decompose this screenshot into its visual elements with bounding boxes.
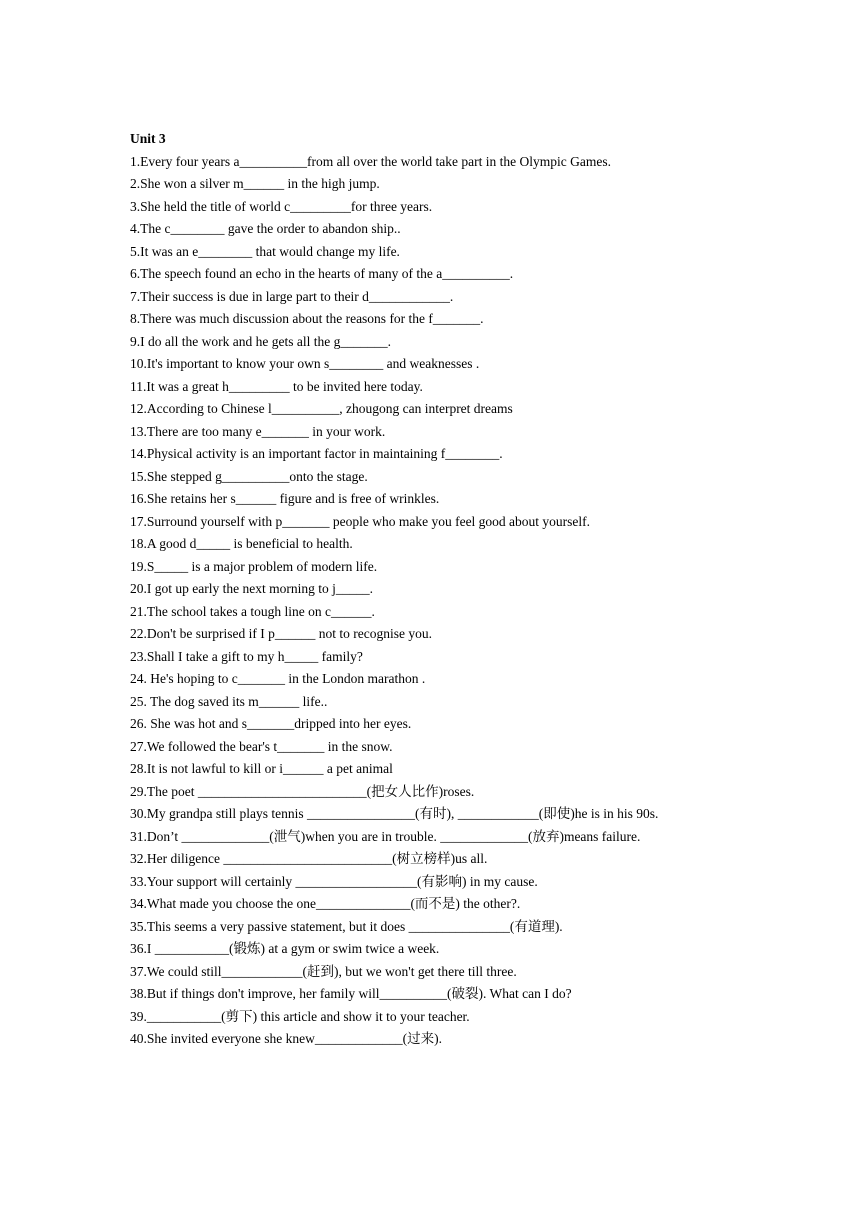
exercise-line: 30.My grandpa still plays tennis ________________(有时), ____________(即使)he is in his 90s. [130,806,659,821]
exercise-line: 19.S_____ is a major problem of modern life. [130,558,378,574]
exercise-line: 33.Your support will certainly __________________(有影响) in my cause. [130,873,538,889]
exercise-line: 17.Surround yourself with p_______ people who make you feel good about yourself. [130,513,591,529]
exercise-line: 39.___________(剪下) this article and show it to your teacher. [130,1008,470,1024]
exercise-line: 2.She won a silver m______ in the high jump. [130,176,380,191]
exercise-list [130,151,830,1051]
exercise-line: 16.She retains her s______ figure and is free of wrinkles. [130,491,440,506]
exercise-line: 5.It was an e________ that would change my life. [130,243,400,259]
exercise-line: 23.Shall I take a gift to my h_____ family? [130,648,363,664]
exercise-line: 27.We followed the bear's t_______ in the snow. [130,738,393,754]
exercise-line: 28.It is not lawful to kill or i______ a pet animal [130,761,393,776]
exercise-line: 40.She invited everyone she knew_____________(过来). [130,1031,442,1046]
exercise-line: 7.Their success is due in large part to their d____________. [130,288,454,304]
exercise-line: 21.The school takes a tough line on c______. [130,603,375,619]
exercise-line: 31.Don’t _____________(泄气)when you are in trouble. _____________(放弃)means failure. [130,828,641,844]
exercise-line: 4.The c________ gave the order to abandon ship.. [130,221,401,236]
exercise-line: 11.It was a great h_________ to be invited here today. [130,378,423,394]
exercise-line: 22.Don't be surprised if I p______ not to recognise you. [130,626,433,641]
exercise-line: 9.I do all the work and he gets all the g_______. [130,333,391,349]
exercise-line: 32.Her diligence _________________________(树立榜样)us all. [130,851,488,866]
exercise-line: 14.Physical activity is an important factor in maintaining f________. [130,446,503,461]
unit-title: Unit 3 [130,131,166,146]
exercise-line: 8.There was much discussion about the reasons for the f_______. [130,311,484,326]
exercise-line: 6.The speech found an echo in the hearts of many of the a__________. [130,266,514,281]
exercise-line: 10.It's important to know your own s________ and weaknesses . [130,356,480,371]
exercise-line: 15.She stepped g__________onto the stage. [130,468,368,484]
exercise-line: 25. The dog saved its m______ life.. [130,693,328,709]
exercise-line: 26. She was hot and s_______dripped into her eyes. [130,716,412,731]
exercise-line: 18.A good d_____ is beneficial to health. [130,536,353,551]
exercise-line: 13.There are too many e_______ in your work. [130,423,386,439]
exercise-line: 3.She held the title of world c_________for three years. [130,198,433,214]
exercise-line: 12.According to Chinese l__________, zhougong can interpret dreams [130,401,513,416]
exercise-line: 29.The poet _________________________(把女人比作)roses. [130,783,475,799]
exercise-line: 20.I got up early the next morning to j_____. [130,581,373,596]
worksheet-page [130,128,830,1051]
exercise-line: 24. He's hoping to c_______ in the London marathon . [130,671,426,686]
exercise-line: 38.But if things don't improve, her family will__________(破裂). What can I do? [130,986,572,1001]
exercise-line: 36.I ___________(锻炼) at a gym or swim twice a week. [130,941,440,956]
exercise-line: 34.What made you choose the one______________(而不是) the other?. [130,896,521,911]
exercise-line: 37.We could still____________(赶到), but we won't get there till three. [130,963,517,979]
exercise-line: 1.Every four years a__________from all over the world take part in the Olympic Games. [130,153,611,169]
exercise-line: 35.This seems a very passive statement, but it does _______________(有道理). [130,918,563,934]
